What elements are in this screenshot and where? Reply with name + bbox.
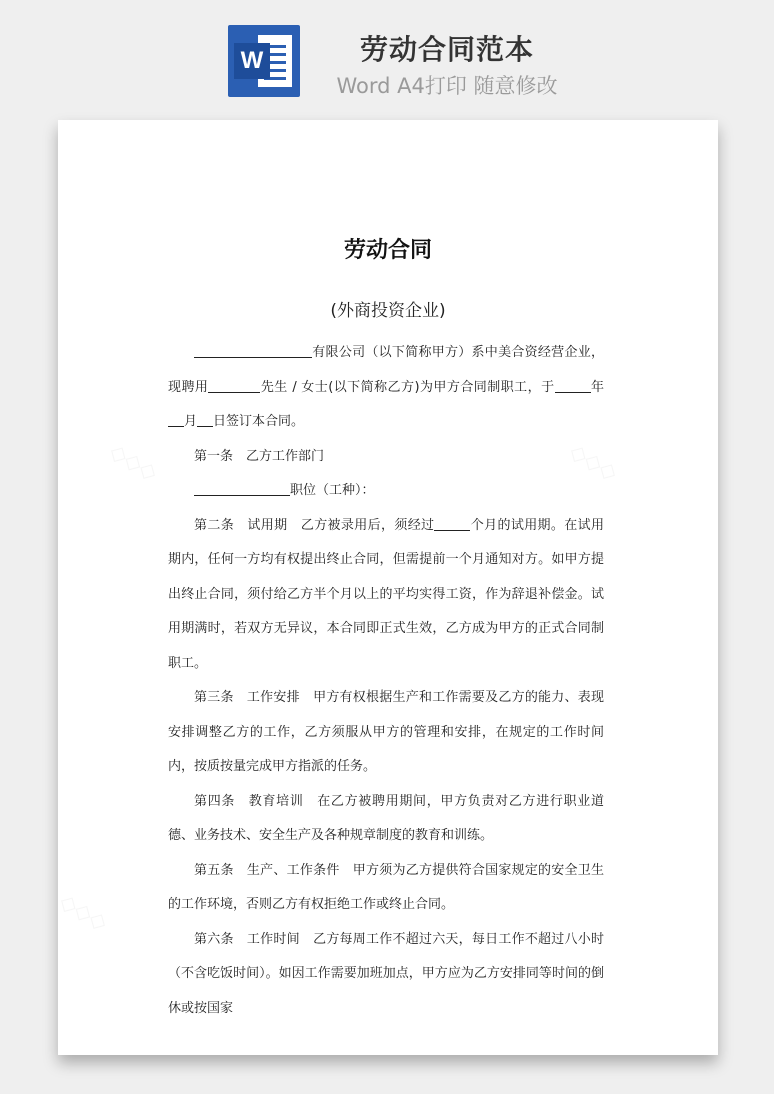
paragraph-article-2 bbox=[168, 509, 604, 682]
blank-month bbox=[168, 411, 184, 427]
blank-year bbox=[555, 377, 591, 393]
watermark bbox=[105, 439, 161, 486]
document-title: 劳动合同 bbox=[343, 238, 432, 263]
word-icon-letter: W bbox=[234, 43, 270, 79]
paragraph-article-1: 第一条 乙方工作部门 bbox=[194, 448, 325, 464]
paragraph-position bbox=[168, 474, 604, 509]
page-subtitle: Word A4打印 随意修改 bbox=[336, 74, 558, 98]
template-header bbox=[0, 0, 774, 110]
paragraph-article-6: 第六条 工作时间 乙方每周工作不超过六天，每日工作不超过八小时（不含吃饭时间）。如因工作需要加班加点，甲方应为乙方安排同等时间的倒休或按国家 bbox=[168, 931, 604, 1016]
page-title: 劳动合同范本 bbox=[359, 33, 534, 66]
paragraph-preamble bbox=[168, 336, 604, 440]
word-icon bbox=[228, 25, 300, 97]
paragraph-article-3: 第三条 工作安排 甲方有权根据生产和工作需要及乙方的能力、表现安排调整乙方的工作，乙方须服从甲方的管理和安排，在规定的工作时间内，按质按量完成甲方指派的任务。 bbox=[168, 690, 604, 774]
text: 月 bbox=[184, 414, 198, 429]
document-body bbox=[168, 336, 604, 1026]
text: 个月的试用期。在试用期内，任何一方均有权提出终止合同，但需提前一个月通知对方。如甲方提出终止合同，须付给乙方半个月以上的平均实得工资，作为辞退补偿金。试用期满时，若双方无异议，本合同即正式生效，乙方成为甲方的正式合同制职工。 bbox=[168, 517, 604, 671]
text: 第二条 试用期 乙方被录用后，须经过 bbox=[194, 517, 435, 533]
text: 年 bbox=[590, 379, 604, 395]
paragraph-article-5: 第五条 生产、工作条件 甲方须为乙方提供符合国家规定的安全卫生的工作环境，否则乙方有权拒绝工作或终止合同。 bbox=[168, 862, 604, 912]
paragraph-article-4: 第四条 教育培训 在乙方被聘用期间，甲方负责对乙方进行职业道德、业务技术、安全生产及各种规章制度的教育和训练。 bbox=[168, 793, 604, 843]
watermark bbox=[58, 889, 112, 936]
text: 有限公司（以下简称甲方）系中美合资经营企业，现聘用 bbox=[168, 345, 604, 395]
blank-company bbox=[194, 342, 312, 358]
blank-position bbox=[194, 480, 290, 496]
blank-name bbox=[208, 377, 260, 393]
text: 职位（工种）： bbox=[290, 483, 375, 498]
text: 先生 / 女士(以下简称乙方)为甲方合同制职工，于 bbox=[260, 379, 555, 395]
document-page bbox=[58, 120, 718, 1055]
text: 日签订本合同。 bbox=[213, 414, 305, 429]
document-subtitle: (外商投资企业) bbox=[330, 301, 446, 321]
blank-day bbox=[197, 411, 213, 427]
blank-months bbox=[434, 515, 470, 531]
